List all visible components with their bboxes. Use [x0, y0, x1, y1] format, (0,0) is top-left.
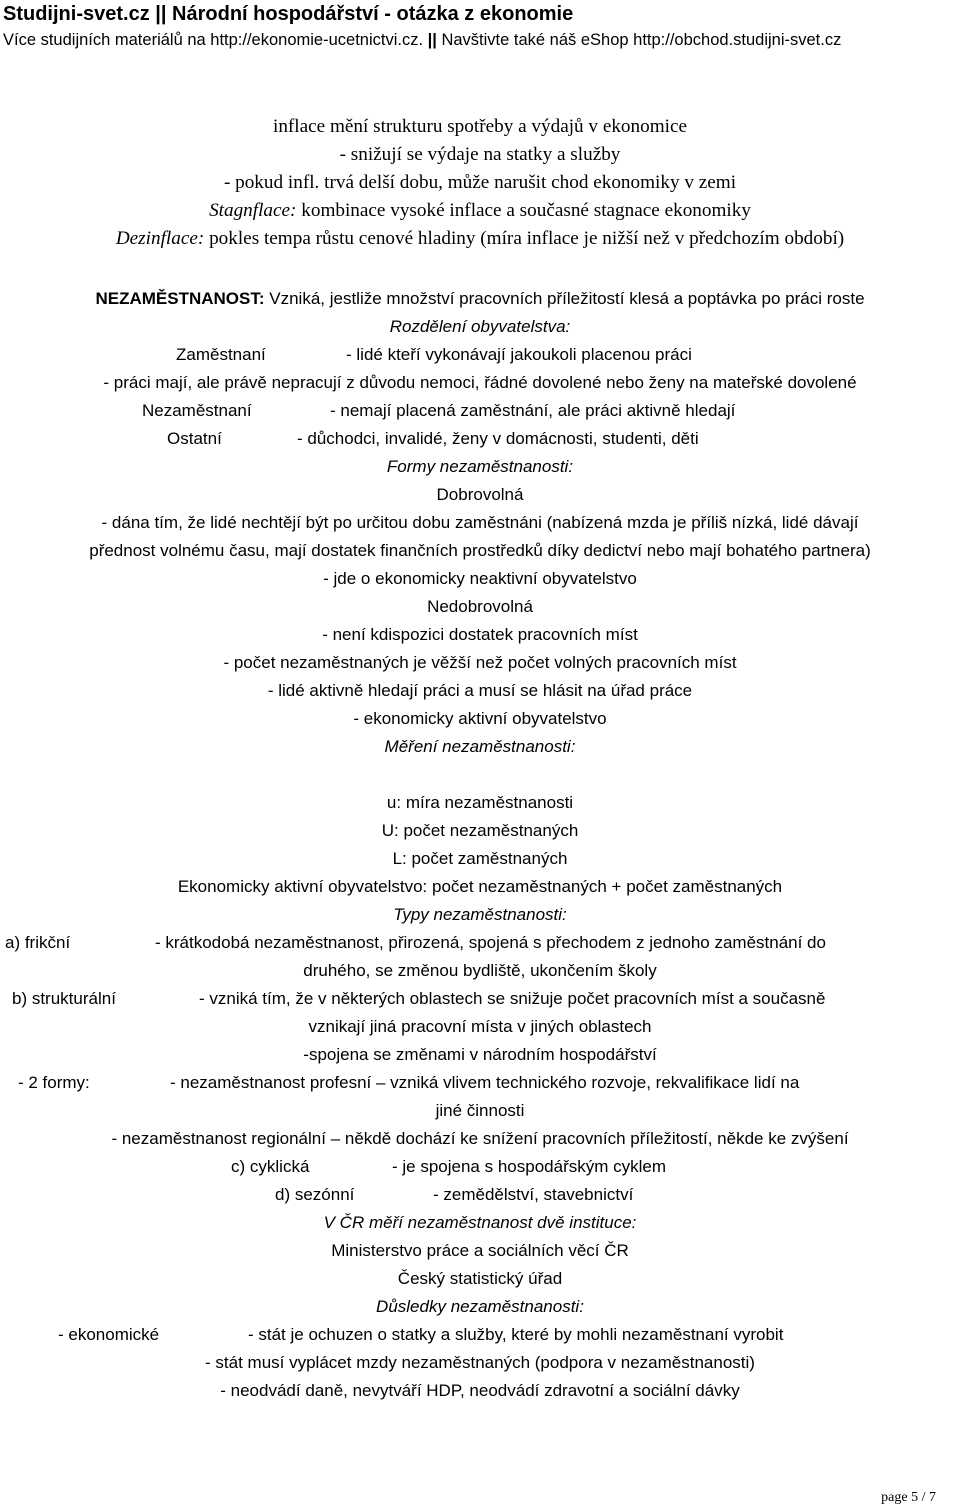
text-line: - počet nezaměstnaných je věžší než počet volných pracovních míst — [223, 653, 737, 672]
text-line: - ekonomicky aktivní obyvatelstvo — [353, 709, 607, 728]
term: - 2 formy: — [18, 1073, 90, 1092]
text-line: Český statistický úřad — [397, 1269, 563, 1288]
text-line: Ekonomicky aktivní obyvatelstvo: počet nezaměstnaných + počet zaměstnaných — [177, 877, 783, 896]
materials-link[interactable]: Více studijních materiálů na http://ekonomie-ucetnictvi.cz. — [3, 31, 424, 49]
term: b) strukturální — [12, 989, 116, 1008]
definition: - lidé kteří vykonávají jakoukoli placenou práci — [346, 345, 692, 364]
definition: kombinace vysoké inflace a současné stagnace ekonomiky — [301, 200, 751, 221]
others-line — [0, 425, 960, 453]
term: Stagnflace: — [209, 200, 297, 221]
unemployment-heading-line — [0, 285, 960, 313]
text-line: - jde o ekonomicky neaktivní obyvatelstvo — [323, 569, 637, 588]
text-line: - dána tím, že lidé nechtějí být po určitou dobu zaměstnáni (nabízená mzda je příliš nízká, lidé dávají — [101, 513, 859, 532]
term: Zaměstnaní — [176, 345, 266, 364]
economic-consequences-line — [0, 1321, 960, 1349]
page-header — [0, 0, 960, 53]
text-line: - stát musí vyplácet mzdy nezaměstnaných (podpora v nezaměstnanosti) — [205, 1353, 755, 1372]
text-line: - nezaměstnanost regionální – někdě dochází ke snížení pracovních příležitostí, někde ke zvýšení — [111, 1129, 849, 1148]
text-line: - lidé aktivně hledají práci a musí se hlásit na úřad práce — [267, 681, 693, 700]
intro-text: Vzniká, jestliže množství pracovních příležitostí klesá a poptávka po práci roste — [269, 289, 865, 308]
header-topic: Národní hospodářství - otázka z ekonomie — [172, 3, 574, 25]
text-line: - není kdispozici dostatek pracovních míst — [322, 625, 638, 644]
definition: - krátkodobá nezaměstnanost, přirozená, spojená s přechodem z jednoho zaměstnání do — [155, 933, 826, 952]
site-link[interactable]: Studijni-svet.cz — [3, 3, 150, 25]
definition: - vzniká tím, že v některých oblastech se snižuje počet pracovních míst a současně — [199, 989, 826, 1008]
definition: - nezaměstnanost profesní – vzniká vlivem technického rozvoje, rekvalifikace lidí na — [170, 1073, 800, 1092]
term: Ostatní — [167, 429, 222, 448]
text-line: - neodvádí daně, nevytváří HDP, neodvádí zdravotní a sociální dávky — [220, 1381, 740, 1400]
term: Nezaměstnaní — [142, 401, 252, 420]
subsection-title: Rozdělení obyvatelstva: — [389, 317, 571, 336]
term: d) sezónní — [275, 1185, 355, 1204]
term: Dezinflace: — [115, 228, 205, 249]
header-separator: || — [427, 31, 437, 49]
text-line: u: míra nezaměstnanosti — [386, 793, 574, 812]
section-heading: NEZAMĚSTNANOST: — [95, 289, 265, 308]
term: a) frikční — [5, 933, 71, 952]
text-line: vznikají jiná pracovní místa v jiných oblastech — [308, 1017, 652, 1036]
employed-line — [0, 341, 960, 369]
cyclical-line — [0, 1153, 960, 1181]
spacer — [0, 253, 960, 285]
subsection-title: Typy nezaměstnanosti: — [393, 905, 567, 924]
text-line: - práci mají, ale právě nepracují z důvodu nemoci, řádné dovolené nebo ženy na mateřské dovolené — [103, 373, 857, 392]
spacer — [0, 761, 960, 789]
definition: - důchodci, invalidé, ženy v domácnosti, studenti, děti — [297, 429, 699, 448]
text-line: -spojena se změnami v národním hospodářství — [303, 1045, 657, 1064]
text-line: L: počet zaměstnaných — [392, 849, 568, 868]
text-line: inflace mění strukturu spotřeby a výdajů v ekonomice — [272, 116, 687, 137]
definition: - zemědělství, stavebnictví — [433, 1185, 634, 1204]
text-line: Dobrovolná — [436, 485, 524, 504]
text-line: přednost volnému času, mají dostatek finančních prostředků díky dedictví nebo mají bohatého partnera) — [89, 541, 871, 560]
subsection-title: Důsledky nezaměstnanosti: — [376, 1297, 584, 1316]
frictional-line — [0, 929, 960, 957]
eshop-link[interactable]: Navštivte také náš eShop http://obchod.studijni-svet.cz — [441, 31, 842, 49]
text-line: Nedobrovolná — [427, 597, 533, 616]
header-subtitle — [0, 27, 960, 53]
text-line: - pokud infl. trvá delší dobu, může narušit chod ekonomiky v zemi — [223, 172, 737, 193]
text-line: jiné činnosti — [435, 1101, 525, 1120]
text-line: - snižují se výdaje na statky a služby — [339, 144, 621, 165]
header-title — [0, 1, 960, 27]
term: c) cyklická — [231, 1157, 310, 1176]
two-forms-line — [0, 1069, 960, 1097]
definition: - nemají placená zaměstnání, ale práci aktivně hledají — [330, 401, 736, 420]
subsection-title: Formy nezaměstnanosti: — [386, 457, 574, 476]
structural-line — [0, 985, 960, 1013]
definition: - stát je ochuzen o statky a služby, které by mohli nezaměstnaní vyrobit — [248, 1325, 784, 1344]
seasonal-line — [0, 1181, 960, 1209]
text-line: U: počet nezaměstnaných — [381, 821, 579, 840]
text-line: druhého, se změnou bydliště, ukončením školy — [303, 961, 657, 980]
document-body — [0, 113, 960, 1405]
disinflation-line — [0, 225, 960, 253]
unemployed-line — [0, 397, 960, 425]
header-separator: || — [155, 3, 167, 25]
definition: pokles tempa růstu cenové hladiny (míra inflace je nižší než v předchozím období) — [209, 228, 845, 249]
subsection-title: Měření nezaměstnanosti: — [384, 737, 576, 756]
definition: - je spojena s hospodářským cyklem — [392, 1157, 667, 1176]
subsection-title: V ČR měří nezaměstnanost dvě instituce: — [323, 1213, 637, 1232]
term: - ekonomické — [58, 1325, 160, 1344]
stagflation-line — [0, 197, 960, 225]
text-line: Ministerstvo práce a sociálních věcí ČR — [331, 1241, 629, 1260]
page-number: page 5 / 7 — [881, 1490, 936, 1505]
